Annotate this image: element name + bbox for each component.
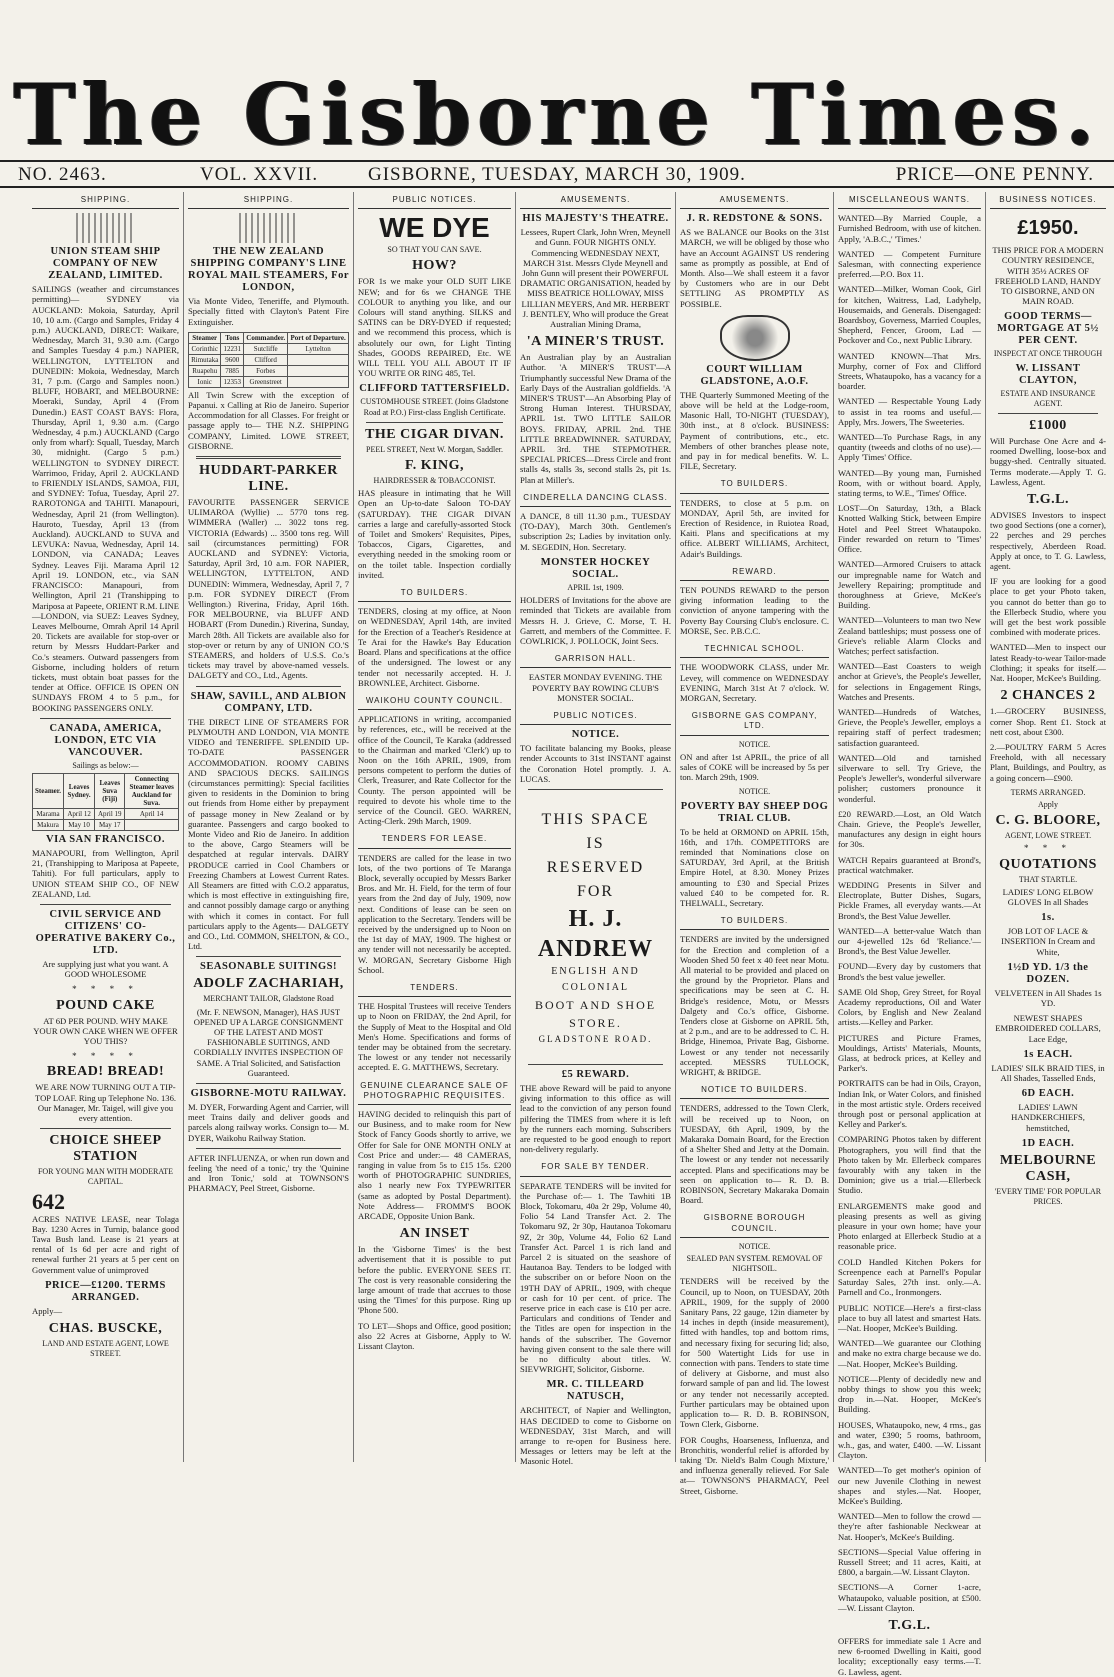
table-cell: Ionic	[189, 376, 221, 387]
section-head: TENDERS.	[358, 980, 511, 997]
column-head: AMUSEMENTS.	[680, 192, 829, 209]
want-ad: WANTED KNOWN—That Mrs. Murphy, corner of Fox and Clifford Streets, Whataupoko, has a vacancy for a boarder.	[838, 350, 981, 392]
pound-cake-title: POUND CAKE	[56, 997, 155, 1013]
ad-sub: MERCHANT TAILOR, Gladstone Road	[203, 994, 334, 1004]
table-cell: Lyttelton	[288, 343, 349, 354]
space-line: IS	[586, 834, 605, 852]
space-line: THIS SPACE	[541, 810, 650, 828]
table-cell: 12353	[221, 376, 244, 387]
price-headline: £1950.	[1017, 217, 1079, 240]
want-ad: PUBLIC NOTICE—Here's a first-class place to buy all latest and smartest Hats.—Nat. Hooper, McKee's Building.	[838, 1302, 981, 1333]
divider	[40, 904, 171, 905]
ad-body: LADIES' LAWN HANDKERCHIEFS, hemstitched,	[1011, 1102, 1085, 1133]
ad-title: COURT WILLIAM GLADSTONE, A.O.F.	[700, 363, 809, 387]
ad-price: 1D EACH.	[1021, 1137, 1075, 1149]
table-cell: May 17	[95, 819, 125, 830]
table-cell: Marama	[33, 808, 64, 819]
agent-initials: T.G.L.	[888, 1617, 931, 1633]
how-title: HOW?	[412, 258, 457, 274]
space-line: RESERVED	[546, 858, 645, 876]
column-head: SHIPPING.	[32, 192, 179, 209]
agent-sub: LAND AND ESTATE AGENT, LOWE STREET.	[42, 1339, 169, 1359]
ad-body: TO LET—Shops and Office, good position; also 22 Acres at Gisborne, Apply to W. Lissant Clayton.	[358, 1320, 511, 1352]
table-cell: Rimutaka	[189, 354, 221, 365]
agent-initials: T.G.L.	[1026, 492, 1070, 508]
ad-sub: ENGLISH AND COLONIAL	[551, 965, 640, 993]
bread-title: BREAD! BREAD!	[46, 1064, 165, 1080]
want-ad: WANTED — Competent Furniture Salesman, with connecting experience preferred.—P.O. Box 11.	[838, 248, 981, 280]
architect-name: MR. C. TILLEARD NATUSCH,	[546, 1379, 645, 1403]
ad-body: Via Monte Video, Teneriffe, and Plymouth. Specially fitted with Clayton's Patent Fire Extinguisher.	[188, 296, 349, 327]
masthead	[0, 65, 1114, 164]
issue-number: NO. 2463.	[18, 164, 107, 185]
chances-title: 2 CHANCES 2	[1000, 688, 1096, 704]
advertiser-name: F. KING,	[404, 458, 465, 474]
ad-sub: FOR YOUNG MAN WITH MODERATE CAPITAL.	[37, 1167, 174, 1187]
ad-body: TENDERS are called for the lease in two lots, of the two portions of Te Maranga Block, severally occupied by Messrs Barker Bros. and Mr. H. Field, for the term of four years from the 2nd day of July, 1909, now next. Conditions of lease can be seen on application to the Secretary. Tenders will be received by the undersigned up to Noon on the 1st day of MAY, 1909. The highest or any tender will not necessarily be accepted. W. MORGAN, Secretary Gisborne High School.	[358, 852, 511, 975]
table-row	[189, 376, 349, 387]
want-ad: WATCH Repairs guaranteed at Brond's, practical watchmaker.	[838, 854, 981, 875]
divider	[528, 789, 663, 790]
section-head: CINDERELLA DANCING CLASS.	[520, 490, 671, 507]
store-address: GLADSTONE ROAD.	[538, 1033, 653, 1044]
ad-body: TENDERS will be received by the Council, up to Noon, on TUESDAY, 20th APRIL, 1909, for the supply of 2000 Sanitary Pans, 22 gauge, 12in diameter by 14 inches in depth (inside measurement), fitted with handles, top and bottom rims, and necessary fixing for securing lid; also, for 500 Watertight Lids for use in connection with pans. Tenders to state time of delivery at Gisborne, and must also forward sample of pan and lid. The lowest or any tender not necessarily accepted. Further particulars may be obtained upon application to— R. D. B. ROBINSON, Town Clerk, Gisborne.	[680, 1276, 829, 1430]
ad-sub: Sailings as below:—	[72, 760, 139, 770]
ad-body: Lessees, Rupert Clark, John Wren, Meynell and Gunn. FOUR NIGHTS ONLY. Commencing WEDNESDAY NEXT, MARCH 31st. Messrs Clyde Meynell and John Gunn will present their POWERFUL DRAMATIC ORGANISATION, headed by MISS BEATRICE HOLLOWAY, MISS LILLIAN MEYERS, And MR. HERBERT J. BENTLEY, Who will produce the Great Australian Mining Drama,	[520, 227, 671, 330]
ad-sub: CUSTOMHOUSE STREET. (Joins Gladstone Road at P.O.) First-class English Certificate.	[360, 397, 509, 417]
advertiser-name: CLIFFORD TATTERSFIELD.	[359, 383, 510, 395]
ad-body: TEN POUNDS REWARD to the person giving information leading to the conviction of anyone tampering with the Poverty Bay Coursing Club's enclosure. C. MORSE, Sec. P.B.C.C.	[680, 585, 829, 636]
volume-number: VOL. XXVII.	[200, 164, 319, 185]
table-cell: Ruapehu	[189, 365, 221, 376]
agent-name: C. G. BLOORE,	[995, 813, 1101, 829]
column-head: PUBLIC NOTICES.	[358, 192, 511, 209]
table-header: Leaves Sydney.	[63, 773, 94, 808]
ad-body: An Australian play by an Australian Author. 'A MINER'S TRUST'—A Triumphantly successful New Drama of the Early Days of the Australian goldfields. 'A MINER'S TRUST'—An Absorbing Play of Strong Human Interest. THURSDAY, APRIL 1st. TWO LITTLE SAILOR BOYS. FRIDAY, APRIL 2nd. THE LITTLE BREADWINNER. SATURDAY, APRIL 3rd. THE STEPMOTHER. SPECIAL PRICES—Dress Circle and front stalls 4s, stalls 3s, second stalls 2s, pit 1s. Plan at Miller's.	[520, 352, 671, 485]
want-ad: PORTRAITS can be had in Oils, Crayon, Indian Ink, or Water Colors, and finished in the most artistic style. Orders received through post or personal application at Kelley and Parker's.	[838, 1078, 981, 1130]
want-ad: SECTIONS—Special Value offering in Russell Street; and 11 acres, Kaiti, at £800, a bargain.—W. Lissant Clayton.	[838, 1546, 981, 1578]
ad-price: 1s.	[1041, 912, 1055, 924]
ad-title: CANADA, AMERICA, LONDON, ETC VIA VANCOUVER.	[49, 722, 162, 758]
divider	[196, 686, 341, 687]
table-cell: Forbes	[244, 365, 288, 376]
want-ad: PICTURES and Picture Frames, Mouldings, Artists' Materials, Mounts, Glass, at bedrock prices, at Kelley and Parker's.	[838, 1032, 981, 1074]
ad-sub: THAT STARTLE.	[1018, 874, 1078, 884]
table-row	[189, 354, 349, 365]
agent-sub: AGENT, LOWE STREET.	[1004, 831, 1092, 841]
table-cell	[288, 376, 349, 387]
want-ad: COLD Handled Kitchen Pokers for Screenpence each at Parnell's Popular Saturday Sales, 27th inst. only.—A. Parnell and Co., Ironmongers.	[838, 1256, 981, 1298]
table-row	[33, 819, 179, 830]
want-ad: WANTED—Men to follow the crowd —they're after fashionable Neckwear at Nat. Hooper's, McKee's Building.	[838, 1511, 981, 1542]
sailings-table	[32, 773, 179, 831]
ad-title: AN INSET	[399, 1226, 470, 1242]
ad-body: WE ARE NOW TURNING OUT A TIP-TOP LOAF. Ring up Telephone No. 136. Our Manager, Mr. Taigel, will give you every attention.	[34, 1082, 177, 1123]
want-ad: WANTED—We guarantee our Clothing and make no extra charge because we do.—Nat. Hooper, McKee's Building.	[838, 1338, 981, 1369]
want-ad: WANTED—Volunteers to man two New Zealand battleships; must possess one of Grieve's reliable Alarm Clocks and Watches; perfect satisfaction.	[838, 615, 981, 656]
ad-body: Are supplying just what you want. A GOOD WHOLESOME	[42, 958, 169, 980]
ad-body: All Twin Screw with the exception of Papanui. x Calling at Rio de Janeiro. Superior Accommodation for all Classes. For freight or passage apply to— THE N.Z. SHIPPING COMPANY, Limited. LOWE STREET, GISBORNE.	[188, 389, 349, 451]
ad-price: 1s EACH.	[1023, 1048, 1073, 1060]
want-ad: LOST—On Saturday, 13th, a Black Knotted Walking Stick, between Empire Hotel and Peel Street Whataupoko. Finder rewarded on return to 'Times' Office.	[838, 503, 981, 555]
section-head: TO BUILDERS.	[680, 476, 829, 493]
want-ad: COMPARING Photos taken by different Photographers, you will find that the Photo taken by Mr. Ellerbeck compares favourably with any taken in the Dominion; give us a trial.—Ellerbeck Studio.	[838, 1134, 981, 1196]
ad-body: TENDERS, to close at 5 p.m. on MONDAY, April 5th, are invited for Erection of Residence, in Ruiotea Road, Kaiti. Plans and specifications at my office. ALBERT WILLIAMS, Architect, Adair's Buildings.	[680, 497, 829, 559]
table-cell: Clifford	[244, 354, 288, 365]
table-header: Connecting Steamer leaves Auckland for Suva.	[125, 773, 179, 808]
play-title: 'A MINER'S TRUST.	[526, 334, 665, 350]
ad-title: HIS MAJESTY'S THEATRE.	[522, 213, 669, 225]
ad-body: TENDERS, closing at my office, at Noon on WEDNESDAY, April 14th, are invited for the Erection of a Teacher's Residence at Te Arai for the Hawke's Bay Education Board. Plans and specifications at the office of the undersigned. The lowest or any tender not necessarily accepted. H. J. BROWNLEE, Architect. Gisborne.	[358, 606, 511, 688]
ad-body: THE Hospital Trustees will receive Tenders up to Noon on FRIDAY, the 2nd April, for the Supply of Meat to the Hospital and Old Men's Home. Specifications and forms of tender may be obtained from the secretary. The lowest or any tender not necessarily accepted. E. G. MATTHEWS, Secretary.	[358, 1001, 511, 1073]
column-6	[834, 192, 986, 1677]
quotations-title: QUOTATIONS	[999, 856, 1097, 872]
ad-title: GOOD TERMS—MORTGAGE AT 5½ PER CENT.	[997, 311, 1099, 347]
ad-body: (Mr. F. NEWSON, Manager), HAS JUST OPENED UP A LARGE CONSIGNMENT OF THE LATEST AND MOST FASHIONABLE SUITINGS, AND CORDIALLY INVITES INSPECTION OF SAME. A Trial Solicited, and Satisfaction Guaranteed.	[193, 1006, 344, 1078]
ad-body: WANTED—Men to inspect our latest Ready-to-wear Tailor-made Clothing; it speaks for itself.—Nat. Hooper, McKee's Building.	[990, 642, 1106, 684]
ad-body: M. DYER, Forwarding Agent and Carrier, will meet Trains daily and deliver goods and parcels along railway works. Consign to— M. DYER, Waikohu Railway Station.	[188, 1101, 349, 1143]
ad-sub: TERMS ARRANGED.	[1010, 787, 1086, 797]
column-head: SHIPPING.	[188, 192, 349, 209]
ad-title: £5 REWARD.	[561, 1068, 630, 1080]
ad-title: CIVIL SERVICE AND CITIZENS' CO-OPERATIVE BAKERY Co., LTD.	[35, 908, 176, 956]
ad-body: THE above Reward will be paid to anyone giving information to this office as will lead to the conviction of any person found pilfering the TIMES from where it is left by the runners each morning. Subscribers are requested to be good enough to report non-delivery regularly.	[520, 1082, 671, 1155]
space-line: FOR	[576, 882, 615, 900]
ad-body: 2.—POULTRY FARM 5 Acres Freehold, with all necessary Plant, Buildings, and Poultry, as a going concern—£900.	[990, 741, 1106, 783]
table-cell	[288, 354, 349, 365]
ad-body: JOB LOT OF LACE & INSERTION In Cream and White,	[1001, 926, 1095, 957]
store-name: BOOT AND SHOE STORE.	[534, 997, 657, 1030]
table-row	[33, 808, 179, 819]
table-cell: May 10	[63, 819, 94, 830]
column-5	[676, 192, 834, 1496]
want-ad: WANTED—Old and tarnished silverware to sell. Try Grieve, the People's Jeweller's, wonderful silverware polisher; customers pronounce it wonderful.	[838, 752, 981, 804]
table-row	[189, 365, 349, 376]
ad-apply: Apply	[1038, 799, 1058, 809]
ad-sub: 'EVERY TIME' FOR POPULAR PRICES.	[994, 1186, 1102, 1206]
notice-title: NOTICE.	[738, 1241, 771, 1251]
column-4	[516, 192, 676, 1467]
want-ad: WANTED—By Married Couple, a Furnished Bedroom, with use of kitchen. Apply, 'A.B.C.,' 'Times.'	[838, 213, 981, 244]
ad-title: CHOICE SHEEP STATION	[49, 1133, 162, 1165]
divider	[528, 1064, 663, 1065]
want-ad: WANTED—To get mother's opinion of our new Juvenile Clothing in newest shapes and styles.—Nat. Hooper, McKee's Building.	[838, 1465, 981, 1506]
steamship-icon	[239, 213, 299, 243]
section-head: TECHNICAL SCHOOL.	[680, 641, 829, 658]
ad-title: HUDDART-PARKER LINE.	[199, 463, 338, 495]
ad-apply: Apply—	[32, 1305, 63, 1316]
ad-body: OFFERS for immediate sale 1 Acre and new 6-roomed Dwelling in Kaiti, good locality; exceptionally easy terms.—T. G. Lawless, agent.	[838, 1635, 981, 1677]
want-ad: £20 REWARD.—Lost, an Old Watch Chain. Grieve, the People's Jeweller, manufactures any design in eight hours for 30s.	[838, 808, 981, 850]
want-ad: WANTED—East Coasters to weigh anchor at Grieve's, the People's Jeweller, for selections in Engagement Rings, Watches and Presents.	[838, 661, 981, 702]
ad-body: LADIES' SILK BRAID TIES, in All Shades, Tasselled Ends,	[991, 1062, 1105, 1083]
ad-sub: INSPECT AT ONCE THROUGH	[993, 349, 1103, 359]
issue-price: PRICE—ONE PENNY.	[895, 164, 1094, 185]
ad-body: IF you are looking for a good place to get your Photo taken, you cannot do better than go to the Ellerbeck Studio, where you will get the best work possible combined with moderate prices.	[990, 576, 1106, 638]
column-7	[986, 192, 1110, 1462]
ad-sub: SO THAT YOU CAN SAVE.	[387, 245, 482, 255]
want-ad: WANTED—To Purchase Rags, in any quantity (tweeds and cloths of no use).—Apply 'Times' Office.	[838, 432, 981, 463]
notice-title: NOTICE.	[738, 739, 771, 749]
agent-sub: ESTATE AND INSURANCE AGENT.	[1000, 388, 1096, 408]
table-header: Leaves Suva (Fiji)	[95, 773, 125, 808]
reserved-space-ad	[520, 808, 671, 1046]
table-header: Steamer.	[33, 773, 64, 808]
ad-title: SEASONABLE SUITINGS!	[200, 961, 337, 973]
divider	[366, 422, 503, 423]
ad-body: 1.—GROCERY BUSINESS, corner Shop. Rent £1. Stock at nett cost, about £300.	[990, 706, 1106, 737]
agent-name: CHAS. BUSCKE,	[48, 1321, 163, 1337]
want-ad: ENLARGEMENTS make good and pleasing presents as well as giving pleasure in your own home; have your Photo enlarged at Ellerbeck Studio at a reasonable price.	[838, 1200, 981, 1252]
ad-body: THE DIRECT LINE OF STEAMERS FOR PLYMOUTH AND LONDON, VIA MONTE VIDEO and TENERIFFE. SPLENDID UP-TO-DATE PASSENGER ACCOMMODATION. ROOMY CABINS AND SPACIOUS DECKS. SAILINGS (circumstances permitting): Special facilities given to residents in the Dominion to bring out friends from Home either by prepayment of passage money in New Zealand or by guarantee. Passengers and cargo booked to Monte Video and Rio de Janeiro. In addition to the above, Cargo Steamers will be despatched at regular intervals. DAIRY PRODUCE carried in Cool Chambers or Freezing Chambers at Lowest Current Rates. All Steamers are fitted with C.O.2 apparatus, which is most effective in extinguishing fire, and cannot possibly damage cargo or anything with which it comes in contact. For full particulars apply to the Agents— DALGETY and CO., Ltd. COMMON, SHELTON, & CO., Ltd.	[188, 716, 349, 952]
table-cell: Corinthic	[189, 343, 221, 354]
column-1	[28, 192, 184, 1462]
divider	[196, 1083, 341, 1084]
ad-title: POVERTY BAY SHEEP DOG TRIAL CLUB.	[680, 800, 829, 824]
table-row	[189, 343, 349, 354]
table-cell: April 12	[63, 808, 94, 819]
ad-body: AS we BALANCE our Books on the 31st MARCH, we will be obliged by those who have an Account AGAINST US rendering same as promptly as possible, at End of Month. Also—We shall esteem it a favor by Customers who are in our Debt SETTLING AS PROMPTLY AS POSSIBLE.	[680, 227, 829, 309]
want-ad: WANTED—Hundreds of Watches, Grieve, the People's Jeweller, employs a repairing staff of perfect tradesmen; satisfaction guaranteed.	[838, 706, 981, 748]
column-head: AMUSEMENTS.	[520, 192, 671, 209]
want-ad: SAME Old Shop, Grey Street, for Royal Academy reproductions, Oil and Water Colors, by English and New Zealand artists.—Kelley and Parker.	[838, 986, 981, 1028]
flag-ship-icon	[76, 213, 136, 243]
section-head: TENDERS FOR LEASE.	[358, 831, 511, 848]
want-ad: FOUND—Every day by customers that Brond's the best value jeweller.	[838, 961, 981, 982]
newspaper-title: The Gisborne Times.	[13, 65, 1101, 164]
tailor-name: ADOLF ZACHARIAH,	[193, 976, 344, 992]
ad-price: 6D EACH.	[1021, 1088, 1075, 1100]
table-cell: Greenstreet	[244, 376, 288, 387]
ad-body: NEWEST SHAPES EMBROIDERED COLLARS, Lace Edge,	[995, 1013, 1101, 1044]
ad-body: ARCHITECT, of Napier and Wellington, HAS DECIDED to come to Gisborne on WEDNESDAY, 31st March, and will arrange to re-open for Business here. Messages or letters may be left at the Masonic Hotel.	[520, 1405, 671, 1467]
ad-title: SHAW, SAVILL, AND ALBION COMPANY, LTD.	[190, 690, 347, 714]
notice-title: NOTICE.	[738, 787, 771, 797]
ad-sub: PEEL STREET, Next W. Morgan, Saddler.	[366, 444, 503, 454]
ad-body: VELVETEEN in All Shades 1s YD.	[994, 987, 1102, 1008]
ad-body: ACRES NATIVE LEASE, near Tolaga Bay. 1230 Acres in Turnip, balance good Tawa Bush land. Lease is 21 years at rental of 1s 6d per acre and right of renewal further 21 years at 5 per cent on Government value of unimproved	[32, 1213, 179, 1275]
table-cell: April 14	[125, 808, 179, 819]
ad-body: APPLICATIONS in writing, accompanied by references, etc., will be received at the office of the Council, Te Karaka (addressed to the Chairman and marked 'Clerk') up to Noon on the 16th APRIL, 1909, from persons competent to perform the duties of Clerk, Treasurer, and Rate Collector for the County. The person appointed will be required to devote his whole time to the service of the Council. GEO. WARREN, Acting-Clerk. 29th March, 1909.	[358, 714, 511, 827]
ad-body: EASTER MONDAY EVENING. THE POVERTY BAY ROWING CLUB'S MONSTER SOCIAL.	[528, 672, 663, 703]
table-cell: 12231	[221, 343, 244, 354]
ad-title: UNION STEAM SHIP COMPANY OF NEW ZEALAND, LIMITED.	[48, 246, 163, 282]
ad-body: FAVOURITE PASSENGER SERVICE ULIMAROA (Wyllie) ... 5770 tons reg. WIMMERA (Waller) ... 3022 tons reg. VICTORIA (Edwards) ... 3500 tons reg. Will sail (circumstances permitting) FOR AUCKLAND and SYDNEY: Victoria, Saturday, April 3rd, 10 a.m. FOR NAPIER, WELLINGTON, LYTTELTON, AND DUNEDIN: Wimmera, Wednesday, April 7, 7 p.m. FOR SYDNEY DIRECT (From Wellington.) Riverina, Friday, April 16th. FOR MELBOURNE, via BLUFF AND HOBART (From Dunedin.) Riverina, Sunday, March 28th. All Tickets are available also for stop-over or return by any of UNION CO.'S STEAMERS, and holders of U.S.S. Co.'s tickets may travel by above-named vessels. DALGETY and CO., Ltd., Agents.	[188, 497, 349, 681]
table-cell: 7885	[221, 365, 244, 376]
columns	[28, 192, 1110, 1677]
section-head: GARRISON HALL.	[520, 651, 671, 668]
ad-body: LADIES' LONG ELBOW GLOVES In all Shades	[1002, 886, 1094, 907]
ad-body: Will Purchase One Acre and 4-roomed Dwelling, loose-box and buggy-shed. Centrally situated. Terms moderate.—Apply T. G. Lawless, Agent.	[990, 436, 1106, 487]
section-head: TO BUILDERS.	[358, 585, 511, 602]
ad-sub: APRIL 1st, 1909.	[567, 582, 624, 592]
want-ad: HOUSES, Whataupoko, new, 4 rms., gas and water, £390; 5 rooms, bathroom, w.h., gas, and water, £400. —W. Lissant Clayton.	[838, 1419, 981, 1461]
store-name: MELBOURNE CASH,	[999, 1152, 1097, 1184]
want-ad: NOTICE—Plenty of decidedly new and nobby things to show you this week; drop in.—Nat. Hooper, McKee's Building.	[838, 1373, 981, 1415]
ad-title: VIA SAN FRANCISCO.	[46, 833, 165, 845]
we-dye-title: WE DYE	[379, 212, 490, 244]
column-3	[354, 192, 516, 1462]
ad-title: GISBORNE-MOTU RAILWAY.	[190, 1087, 347, 1099]
table-cell: April 19	[95, 808, 125, 819]
section-head: FOR SALE BY TENDER.	[520, 1159, 671, 1176]
divider	[196, 956, 341, 957]
ad-sub: SEALED PAN SYSTEM. REMOVAL OF NIGHTSOIL.	[686, 1254, 823, 1274]
table-cell: Makura	[33, 819, 64, 830]
ad-price: 1½D YD. 1/3 the DOZEN.	[1007, 961, 1089, 985]
table-cell	[288, 365, 349, 376]
ad-sub: HAIRDRESSER & TOBACCONIST.	[373, 476, 496, 486]
section-head: REWARD.	[680, 564, 829, 581]
divider	[40, 1128, 171, 1129]
ad-body: ADVISES Investors to inspect two good Sections (one a corner), 22 perches and 29 perches respectively, Aberdeen Road. Apply at once, to T. G. Lawless, agent.	[990, 510, 1106, 572]
acreage-number: 642	[32, 1188, 65, 1214]
want-ad: SECTIONS—A Corner 1-acre, Whataupoko, valuable position, at £500.—W. Lissant Clayton.	[838, 1582, 981, 1613]
want-ad: WANTED—A better-value Watch than our 4-jewelled 12s 6d 'Reliance.'—Brond's, the Best Value Jeweller.	[838, 925, 981, 957]
divider	[196, 456, 341, 459]
star-divider: * * * *	[72, 1051, 139, 1062]
table-header: Commander.	[244, 332, 288, 343]
ad-body: SAILINGS (weather and circumstances permitting)— SYDNEY via AUCKLAND: Mokoia, Saturday, April 10, 10 a.m. (Cargo and Samples, Friday 4 p.m.) AUCKLAND, DIRECT: Waikare, Wednesday, March 31, 9.30 a.m. (Cargo and Samples Tuesday 4 p.m.) NAPIER, WELLINGTON, LYTTELTON and DUNEDIN: Mokoia, Wednesday, March 31, 7 p.m. (Cargo and Samples noon.) BLUFF, HOBART, and MELBOURNE: Moeraki, Sunday, April 4 (From Dunedin.) EAST COAST BAYS: Flora, Thursday, April 1, 9.30 a.m. (Cargo Wednesday, 4 p.m.) AUCKLAND (Cargo only from wharf): Squall, Tuesday, March 30, midnight. (Cargo 5 p.m.) WELLINGTON to SYDNEY DIRECT. Warrimoo, Friday, April 2. AUCKLAND to FRIENDLY ISLANDS, SAMOA, FIJI, and SYDNEY: Tofua, Tuesday, April 27. RAROTONGA and TAHITI. Manapouri, Wednesday, April 21 (from Wellington). Hauroto, Tuesday, April 13 (from Auckland). AUCKLAND to SUVA and LEVUKA: Navua, Wednesday, April 14. LONDON, via CANADA; Leaves Sydney. Leaves Fiji. Marama April 12 April 19. LONDON, etc., via SAN FRANCISCO: Manapouri, from Wellington, April 21 (Transhipping to Mariposa at Papeete, ORIENT R.M. LINE—LONDON, via SUEZ: Leaves Sydney, Leaves Melbourne, Omrah April 14 April 20. Tickets are available for stop-over or return by Messrs Huddart-Parker and Co.'s steamers. Outward passengers from Gisborne, including holders of return tickets, must obtain boat passes for the tender at Office. OFFICE IS OPEN ON SUNDAYS FROM 4 to 5 p.m., for BOOKING PASSENGERS ONLY.	[32, 284, 179, 713]
issue-date: GISBORNE, TUESDAY, MARCH 30, 1909.	[368, 164, 746, 185]
court-crest-icon	[720, 315, 790, 361]
ad-body: In the 'Gisborne Times' is the best advertisement that it is possible to put before the public. EVERYONE SEES IT. The cost is very reasonable considering the large amount of trade that accrues to those using the 'Times' for this purpose. Ring up 'Phone 500.	[358, 1244, 511, 1316]
section-head: GISBORNE GAS COMPANY, LTD.	[680, 708, 829, 735]
price-headline: £1000	[1029, 418, 1067, 434]
ad-price: PRICE—£1200. TERMS ARRANGED.	[45, 1279, 166, 1303]
star-divider: * * * *	[72, 984, 139, 995]
column-head: MISCELLANEOUS WANTS.	[838, 192, 981, 209]
column-head: BUSINESS NOTICES.	[990, 192, 1106, 209]
ad-body: ON and after 1st APRIL, the price of all sales of COKE will be increased by 5s per ton. March 29th, 1909.	[680, 751, 829, 783]
advertiser-name: J. R. REDSTONE & SONS.	[686, 213, 823, 225]
divider	[196, 1148, 341, 1149]
table-header: Port of Departure.	[288, 332, 349, 343]
agent-name: W. LISSANT CLAYTON,	[1015, 362, 1081, 386]
ad-body: TENDERS, addressed to the Town Clerk, will be received up to Noon, on TUESDAY, 6th April, 1909, by the Makaraka Domain Board, for the Erection of a Shelter Shed and Jetty at the Domain. The lowest or any tender not necessarily accepted. Plans and specifications may be seen on application to— R. D. B. ROBINSON, Secretary Makaraka Domain Board.	[680, 1103, 829, 1206]
ad-body: TENDERS are invited by the undersigned for the Erection and completion of a Wooden Shed 50 feet x 40 feet near Motu. All material to be provided and placed on the ground by the Proprietor. Plans and specifications may be seen at C. H. Bridge's residence, Motu, or Messrs Dalgety and Co.'s office, Gisborne. Tenders close at Gisborne on APRIL 5th, at 2 p.m., and are to be addressed to C. H. Bridge, Hinemoa, Private Bag, Gisborne. Lowest or any tender not necessarily accepted. MESSRS TULLOCK, WRIGHT, & BRIDGE.	[680, 934, 829, 1077]
ad-body: AT 6D PER POUND. WHY MAKE YOUR OWN CAKE WHEN WE OFFER YOU THIS?	[33, 1015, 178, 1046]
want-ad: WANTED — Respectable Young Lady to assist in tea rooms and useful.—Apply, Mrs. Jowers, The Sweeteries.	[838, 396, 981, 427]
star-divider: * * *	[1024, 843, 1072, 854]
ad-body: THIS PRICE FOR A MODERN COUNTRY RESIDENCE, WITH 35½ ACRES OF FREEHOLD LAND, HANDY TO GISBORNE, AND ON MAIN ROAD.	[992, 245, 1104, 307]
ad-body: HAVING decided to relinquish this part of our Business, and to make room for New Stock of Fancy Goods shortly to arrive, we Offer for Sale for ONE MONTH ONLY at Cost Price and under:— 48 CAMERAS, ranging in value from 5s to £15 15s. £200 worth of PHOTOGRAPHIC SUNDRIES, also 1 nearly new Fox TYPEWRITER (same as adopted by Postal Department). Note Address— FROMM'S BOOK ARCADE, Opposite Union Bank.	[358, 1109, 511, 1222]
dateline	[0, 160, 1114, 188]
table-header: Steamer	[189, 332, 221, 343]
section-head: GISBORNE BOROUGH COUNCIL.	[680, 1210, 829, 1237]
section-head: WAIKOHU COUNTY COUNCIL.	[358, 693, 511, 710]
steamer-table	[188, 332, 349, 388]
divider	[998, 413, 1098, 414]
ad-body: SEPARATE TENDERS will be invited for the Purchase of:— 1. The Tawhiti 1B Block, Tokomaru, 40a 2r 29p, Volume 40, Folio 54 Land Transfer Act. 2. The Tokomaru 9Z, 2r 30p, Hautanoa Tokomaru 9Z, 2r 30p, Volume 44, Folio 62 Land Transfer Act. Parcel 1 is rich land and Parcel 2 is situated on the seashore of Hautanoa Bay. Tenders to be lodged with the subscriber on or before Noon on the 19TH DAY of APRIL, 1909, with cheque or cash for 10 per cent. of price. The reserve price in each case is £10 per acre. Particulars and conditions of Tender and the Titles are open for inspection in the hands of the subscriber. The Governor having given consent to the sale there will be no difficulty about titles. W. SIEVWRIGHT, Solicitor, Gisborne.	[520, 1180, 671, 1375]
want-ad: WANTED—Milker, Woman Cook, Girl for kitchen, Waitress, Lad, Ladyhelp, Housemaids, and Generals. Disengaged: Boardsboy, Governess, Married Couples, Shepherd, Fencer, Groom, Lad — Pockover and Co., next Public Library.	[838, 284, 981, 346]
table-cell: 9600	[221, 354, 244, 365]
want-ad: WEDDING Presents in Silver and Electroplate, Butter Dishes, Sugars, Pickle Frames, all everyday wants.—At Brond's, the Best Value Jeweller.	[838, 879, 981, 921]
table-header: Tons	[221, 332, 244, 343]
ad-body: A DANCE, 8 till 11.30 p.m., TUESDAY (TO-DAY), March 30th. Gentlemen's subscription 2s; Ladies by invitation only. M. SEGEDIN, Hon. Secretary.	[520, 511, 671, 552]
ad-title: MONSTER HOCKEY SOCIAL.	[540, 556, 651, 580]
notice-title: NOTICE.	[571, 729, 620, 741]
section-head: GENUINE CLEARANCE SALE OF PHOTOGRAPHIC REQUISITES.	[358, 1078, 511, 1105]
ad-body: FOR 1s we make your OLD SUIT LIKE NEW; and for 6s we CHANGE THE COLOUR to anything you like, and our Colours will stand anything. SILKS and SATINS can be DRY-DYED if requested; and we recommend this process, which is absolutely our own, for Light Tinting Shades, GOODS REPAIRED, Etc. WE WILL TELL YOU ALL ABOUT IT IF YOU WRITE OR RING 485, Tel.	[358, 276, 511, 379]
divider	[40, 718, 171, 719]
table-cell	[125, 819, 179, 830]
ad-body: FOR Coughs, Hoarseness, Influenza, and Bronchitis, wonderful relief is afforded by taking 'Dr. Nield's Balm Cough Mixture,' and influenza generally relieved. For Sale at— TOWNSON'S PHARMACY, Peel Street, Gisborne.	[680, 1434, 829, 1496]
ad-title: THE CIGAR DIVAN.	[365, 426, 504, 442]
ad-body: AFTER INFLUENZA, or when run down and feeling 'the need of a tonic,' try the 'Quinine and Iron Tonic,' sold at TOWNSON'S PHARMACY, Peel Street, Gisborne.	[188, 1152, 349, 1194]
want-ad: WANTED—Armored Cruisers to attack our impregnable name for Watch and Jewellery Repairing; promptitude and thoroughness at Grieve, McKee's Building.	[838, 559, 981, 611]
ad-body: HOLDERS of Invitations for the above are reminded that Tickets are available from Messrs H. J. Grieve, C. Morse, T. H. Garrett, and members of the Committee. F. COWLRICK, J. POLLOCK, Joint Secs.	[520, 595, 671, 646]
ad-body: HAS pleasure in intimating that he Will Open an Up-to-date Saloon TO-DAY (SATURDAY). THE CIGAR DIVAN carries a large and carefully-assorted Stock of Toilet and Smokers' Requisites, Pipes, Tobaccos, Cigars, Cigarettes, and everything needed in the smoking room or on the toilet table. Inspection cordially invited.	[358, 488, 511, 580]
ad-body: THE WOODWORK CLASS, under Mr. Levey, will commence on WEDNESDAY EVENING, March 31st At 7 o'clock. W. MORGAN, Secretary.	[680, 662, 829, 703]
ad-body: THE Quarterly Summoned Meeting of the above will be held at the Lodge-room, Masonic Hall, TO-NIGHT (TUESDAY), 30th inst., at 8 o'clock. BUSINESS: Payment of contributions, etc., etc. Members of other branches please note, and pay in for medical benefits. W. L. FILE, Secretary.	[680, 389, 829, 472]
advertiser-name: H. J. ANDREW	[537, 905, 654, 962]
column-2	[184, 192, 354, 1462]
ad-title: THE NEW ZEALAND SHIPPING COMPANY'S LINE ROYAL MAIL STEAMERS, For LONDON,	[188, 246, 349, 294]
want-ad: WANTED—By young man, Furnished Room, with or without board. Apply, stating terms, to W.E., 'Times' Office.	[838, 467, 981, 499]
ad-body: TO facilitate balancing my Books, please render Accounts to 31st INSTANT against the Coronation Hotel promptly. J. A. LUCAS.	[520, 743, 671, 784]
ad-body: To be held at ORMOND on APRIL 15th, 16th, and 17th. COMPETITORS are reminded that Nominations close on SATURDAY, 3rd April, at the British Empire Hotel, at 8.30. Money Prizes amounting to £30 and Special Prizes valued £40 to be competed for. R. THELWALL, Secretary.	[680, 826, 829, 908]
section-head: PUBLIC NOTICES.	[520, 708, 671, 725]
section-head: NOTICE TO BUILDERS.	[680, 1082, 829, 1099]
ad-body: MANAPOURI, from Wellington, April 21, (Transhipping to Mariposa at Papeete, Tahiti). For full particulars, apply to UNION STEAM SHIP CO., OF NEW ZEALAND, Ltd.	[32, 847, 179, 899]
section-head: TO BUILDERS.	[680, 913, 829, 930]
table-cell: Sutcliffe	[244, 343, 288, 354]
